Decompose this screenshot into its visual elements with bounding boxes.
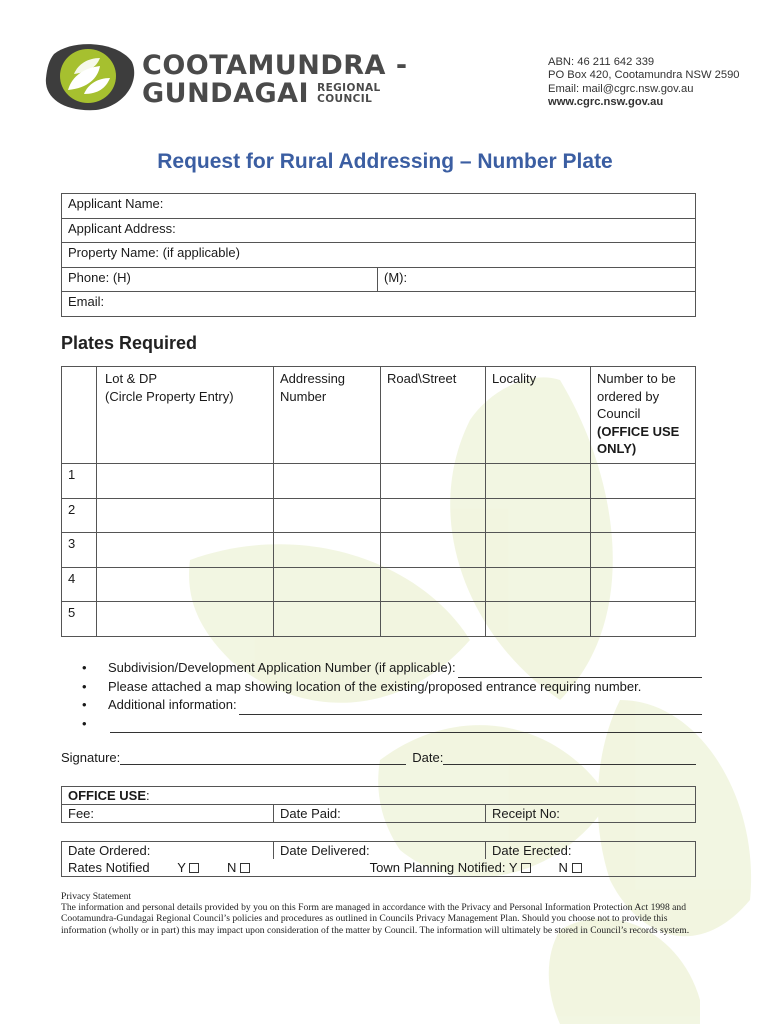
map-instruction: Please attached a map showing location of the existing/proposed entrance requiring number. (108, 678, 642, 694)
table-row (62, 464, 696, 499)
additional-info-list (82, 659, 702, 733)
bullet-icon: • (82, 697, 87, 712)
header-number-line3: Council (597, 406, 641, 421)
road-street-cell[interactable] (381, 464, 486, 499)
header-addressing-number (274, 367, 381, 464)
applicant-name-label: Applicant Name: (68, 196, 164, 211)
number-ordered-cell[interactable] (591, 498, 696, 533)
header-number-line1: Number to be (597, 371, 676, 386)
phone-home-field[interactable] (62, 267, 378, 292)
website: www.cgrc.nsw.gov.au (548, 95, 664, 108)
additional-info-input-2[interactable] (110, 719, 702, 733)
locality-cell[interactable] (486, 602, 591, 637)
signature-label: Signature: (61, 750, 121, 765)
council-name-line2: GUNDAGAI (142, 78, 310, 109)
office-use-heading (62, 787, 696, 805)
list-item (82, 678, 702, 697)
fee-field[interactable] (62, 805, 274, 823)
table-row (62, 567, 696, 602)
rates-y-label: Y (177, 860, 186, 875)
addressing-number-cell[interactable] (274, 567, 381, 602)
number-ordered-cell[interactable] (591, 602, 696, 637)
date-label: Date: (412, 750, 444, 765)
town-planning-yes-checkbox[interactable] (521, 863, 531, 873)
rates-notified-label: Rates Notified (68, 860, 150, 875)
number-ordered-cell[interactable] (591, 533, 696, 568)
property-name-field[interactable] (62, 243, 696, 268)
email-label: Email: (68, 294, 105, 310)
additional-info-label: Additional information: (108, 697, 237, 712)
bullet-icon: • (82, 715, 87, 731)
addressing-number-cell[interactable] (274, 533, 381, 568)
email-field[interactable] (62, 292, 696, 317)
rates-no-checkbox[interactable] (240, 863, 250, 873)
road-street-cell[interactable] (381, 498, 486, 533)
header-lot-dp-line2: (Circle Property Entry) (105, 388, 234, 404)
row-number: 2 (62, 498, 97, 533)
date-input[interactable] (443, 751, 696, 765)
town-planning-label: Town Planning Notified: Y (369, 860, 518, 875)
lot-dp-cell[interactable] (97, 567, 274, 602)
council-name-line1: COOTAMUNDRA - (142, 50, 408, 81)
addressing-number-cell[interactable] (274, 602, 381, 637)
bullet-icon: • (82, 678, 87, 694)
header-lot-dp-line1: Lot & DP (105, 371, 158, 386)
row-number: 5 (62, 602, 97, 637)
date-ordered-field[interactable] (62, 842, 274, 860)
lot-dp-cell[interactable] (97, 602, 274, 637)
phone-mobile-label: (M): (384, 269, 408, 285)
page-title: Request for Rural Addressing – Number Plate (157, 150, 613, 173)
applicant-address-field[interactable] (62, 218, 696, 243)
privacy-statement (61, 891, 701, 936)
table-row (62, 602, 696, 637)
road-street-cell[interactable] (381, 567, 486, 602)
locality-cell[interactable] (486, 533, 591, 568)
town-planning-no-checkbox[interactable] (572, 863, 582, 873)
list-item (82, 696, 702, 715)
header-lot-dp (97, 367, 274, 464)
date-erected-field[interactable] (486, 842, 696, 860)
signature-input[interactable] (120, 751, 406, 765)
property-name-label: Property Name: (if applicable) (68, 245, 240, 261)
header-addressing-line2: Number (280, 388, 327, 404)
notifications-row (62, 859, 696, 877)
number-ordered-cell[interactable] (591, 464, 696, 499)
row-number: 4 (62, 567, 97, 602)
date-delivered-label: Date Delivered: (280, 843, 370, 858)
applicant-details-table (61, 193, 696, 317)
row-number: 3 (62, 533, 97, 568)
table-row (62, 533, 696, 568)
plates-section-title: Plates Required (61, 333, 198, 353)
applicant-name-field[interactable] (62, 194, 696, 219)
list-item (82, 659, 702, 678)
phone-mobile-field[interactable] (378, 267, 696, 292)
applicant-address-label: Applicant Address: (68, 220, 176, 236)
row-number: 1 (62, 464, 97, 499)
council-regional: REGIONAL (317, 82, 381, 94)
contact-details (548, 56, 740, 109)
signature-row (61, 750, 696, 765)
rates-yes-checkbox[interactable] (189, 863, 199, 873)
bullet-icon: • (82, 660, 87, 675)
header-office-use-line1: (OFFICE USE (597, 423, 680, 439)
locality-cell[interactable] (486, 567, 591, 602)
abn: ABN: 46 211 642 339 (548, 56, 655, 68)
date-erected-label: Date Erected: (492, 843, 572, 858)
lot-dp-cell[interactable] (97, 533, 274, 568)
council-council: COUNCIL (317, 93, 373, 105)
road-street-cell[interactable] (381, 602, 486, 637)
header-locality (486, 367, 591, 464)
header-office-use-line2: ONLY) (597, 441, 637, 456)
addressing-number-cell[interactable] (274, 464, 381, 499)
office-use-heading-text: OFFICE USE (68, 788, 147, 803)
council-brand (142, 52, 408, 108)
number-ordered-cell[interactable] (591, 567, 696, 602)
da-number-label: Subdivision/Development Application Number (if applicable): (108, 660, 456, 675)
office-use-table (61, 786, 696, 823)
header-locality-label: Locality (492, 371, 537, 386)
lot-dp-cell[interactable] (97, 464, 274, 499)
road-street-cell[interactable] (381, 533, 486, 568)
additional-info-input[interactable] (239, 701, 702, 715)
rates-n-label: N (226, 860, 237, 875)
header-road-street (381, 367, 486, 464)
list-item (82, 715, 702, 734)
date-delivered-field[interactable] (274, 842, 486, 860)
locality-cell[interactable] (486, 464, 591, 499)
header-row-number (62, 367, 97, 464)
lot-dp-cell[interactable] (97, 498, 274, 533)
fee-label: Fee: (68, 806, 95, 821)
date-paid-label: Date Paid: (280, 806, 341, 821)
town-planning-n-label: N (558, 860, 568, 875)
locality-cell[interactable] (486, 498, 591, 533)
header-road-label: Road\Street (387, 371, 457, 386)
header-number-line2: ordered by (597, 388, 660, 404)
phone-home-label: Phone: (H) (68, 269, 131, 285)
da-number-input[interactable] (458, 664, 702, 678)
privacy-text: The information and personal details provided by you on this Form are managed in accordance with the Privacy and Personal Information Protection Act 1998 and Cootamundra-Gundagai Regional Council’s policies and procedures as outlined in Councils Privacy Management Plan. Should you choose not to provide this information (wholly or in part) this may impact upon consideration of the matter by Council. The information will ultimately be stored in Council’s records system. (61, 902, 690, 936)
plates-table (61, 366, 696, 637)
header-number-ordered (591, 367, 696, 464)
office-use-colon: : (146, 788, 150, 803)
addressing-number-cell[interactable] (274, 498, 381, 533)
receipt-label: Receipt No: (492, 806, 560, 821)
table-row (62, 498, 696, 533)
privacy-heading: Privacy Statement (61, 891, 132, 902)
header-addressing-line1: Addressing (280, 371, 346, 386)
date-paid-field[interactable] (274, 805, 486, 823)
council-logo-icon (44, 40, 136, 112)
date-ordered-label: Date Ordered: (68, 843, 151, 858)
office-use-status-table (61, 841, 696, 877)
po-box: PO Box 420, Cootamundra NSW 2590 (548, 69, 740, 82)
receipt-field[interactable] (486, 805, 696, 823)
contact-email: Email: mail@cgrc.nsw.gov.au (548, 82, 694, 95)
